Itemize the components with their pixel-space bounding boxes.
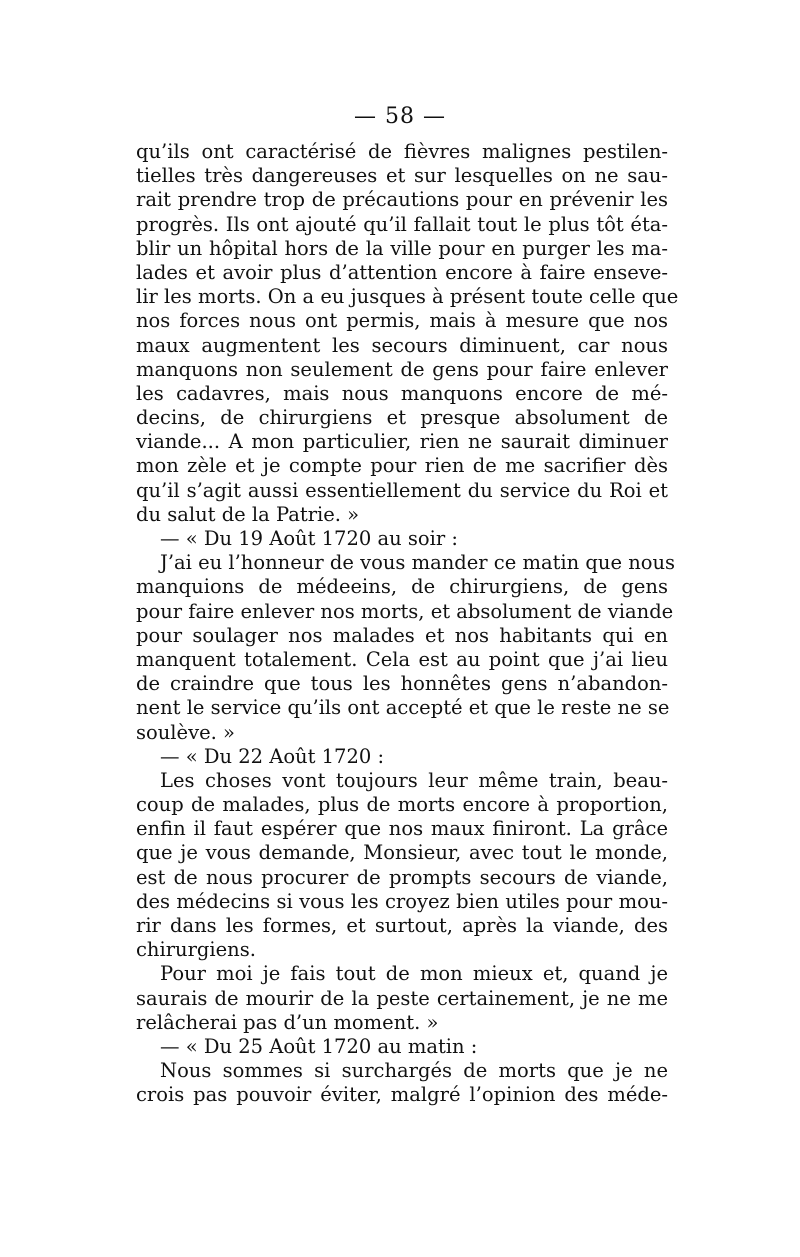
text-line: soulève. » [136,720,235,744]
text-line: des médecins si vous les croyez bien utiles pour mou- [136,889,668,913]
text-line: maux augmentent les secours diminuent, car nous [136,333,668,357]
text-line: est de nous procurer de prompts secours de viande, [136,865,668,889]
text-line: pour faire enlever nos morts, et absolument de viande [136,599,674,623]
text-line: rait prendre trop de précautions pour en prévenir les [136,188,668,212]
text-line: manquions de médeeins, de chirurgiens, de gens [136,575,668,599]
text-line: progrès. Ils ont ajouté qu’il fallait tout le plus tôt éta- [136,212,668,236]
text-line: tielles très dangereuses et sur lesquelles on ne sau- [136,164,668,188]
text-line: qu’ils ont caractérisé de fièvres malignes pestilen- [136,140,668,163]
text-line: qu’il s’agit aussi essentiellement du service du Roi et [136,478,668,502]
text-line: lir les morts. On a eu jusques à présent toute celle que [136,285,679,309]
text-line: blir un hôpital hors de la ville pour en purger les ma- [136,236,668,260]
text-line: decins, de chirurgiens et presque absolument de [136,406,668,430]
text-line: viande... A mon particulier, rien ne saurait diminuer [136,430,668,454]
text-line: relâcherai pas d’un moment. » [136,1010,439,1034]
text-line: crois pas pouvoir éviter, malgré l’opinion des méde- [136,1083,668,1107]
text-line: les cadavres, mais nous manquons encore de mé- [136,381,668,405]
text-line: J’ai eu l’honneur de vous mander ce matin que nous [160,551,676,575]
text-line: enfin il faut espérer que nos maux finiront. La grâce [136,817,668,841]
body-text [136,140,679,1108]
text-line: lades et avoir plus d’attention encore à faire enseve- [136,260,668,284]
text-line: mon zèle et je compte pour rien de me sacrifier dès [136,454,668,478]
text-line: chirurgiens. [136,938,256,962]
text-line: — « Du 22 Août 1720 : [160,744,385,768]
text-line: pour soulager nos malades et nos habitants qui en [136,623,668,647]
page-number: — 58 — [354,104,446,129]
text-line: manquons non seulement de gens pour faire enlever [136,357,668,381]
text-line: nent le service qu’ils ont accepté et que le reste ne se [136,696,670,720]
text-line: nos forces nous ont permis, mais à mesure que nos [136,309,668,333]
text-line: rir dans les formes, et surtout, après la viande, des [136,914,668,937]
text-line: que je vous demande, Monsieur, avec tout le monde, [136,841,668,865]
text-line: de craindre que tous les honnêtes gens n’abandon- [136,672,668,696]
text-line: du salut de la Patrie. » [136,502,360,526]
text-line: saurais de mourir de la peste certainement, je ne me [136,986,668,1010]
text-line: Nous sommes si surchargés de morts que je ne [160,1059,668,1083]
text-line: Les choses vont toujours leur même train, beau- [160,768,668,792]
text-line: Pour moi je fais tout de mon mieux et, quand je [160,962,668,986]
text-line: manquent totalement. Cela est au point que j’ai lieu [136,647,668,671]
text-line: — « Du 25 Août 1720 au matin : [160,1034,478,1058]
text-line: coup de malades, plus de morts encore à proportion, [136,793,668,817]
text-line: — « Du 19 Août 1720 au soir : [160,527,458,550]
